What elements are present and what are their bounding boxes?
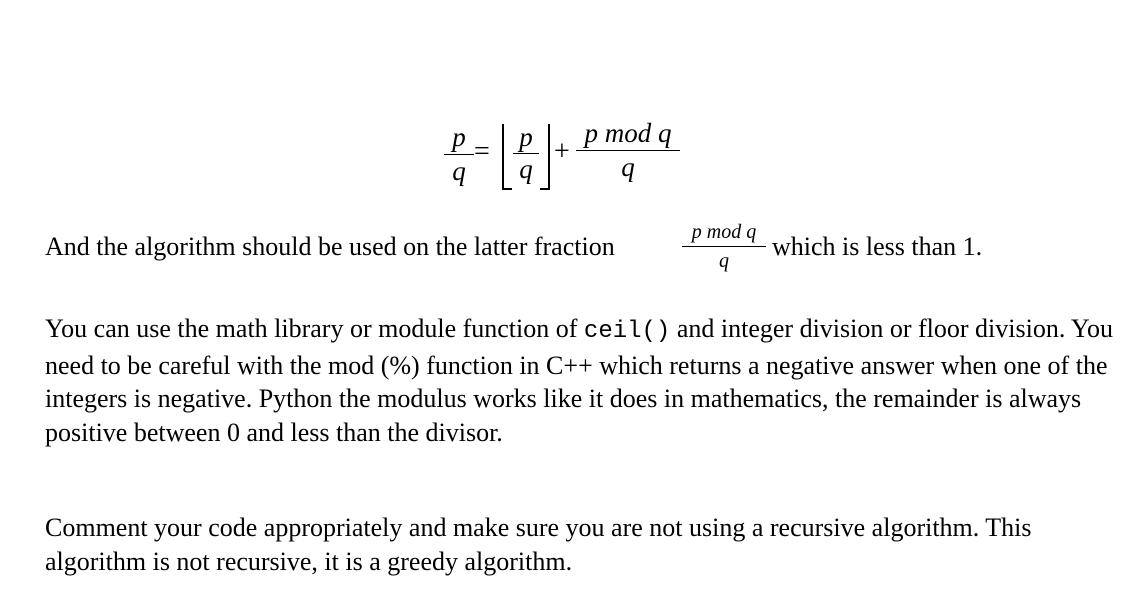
inline-fraction-numerator: p mod q <box>691 221 757 243</box>
inline-fraction-denominator: q <box>719 250 729 272</box>
paragraph-text-before: And the algorithm should be used on the latter fraction <box>45 232 615 261</box>
floor-fraction-numerator: p <box>519 122 533 152</box>
equals-sign: = <box>474 136 490 167</box>
equation-rhs-denominator: q <box>621 152 635 182</box>
code-ceil: ceil() <box>583 318 671 345</box>
equation-lhs-numerator: p <box>452 122 466 152</box>
paragraph-text: and integer division or floor division. You need to be careful with the mod (%) function in C++ which returns a negative answer when one of the integers is negative. Python the modulus works like it does in mathematics, the remainder is always positive between 0 and less than the divisor. <box>45 314 1114 447</box>
paragraph-latter-fraction <box>45 218 1125 282</box>
floor-fraction <box>513 124 539 183</box>
equation-rhs-numerator: p mod q <box>584 118 672 148</box>
paragraph-text: Comment your code appropriately and make sure you are not using a recursive algorithm. This algorithm is not recursive, it is a greedy algorithm. <box>45 513 1032 576</box>
fraction-bar <box>576 150 680 151</box>
paragraph-text: You can use the math library or module function of <box>45 314 578 343</box>
equation-rhs-fraction <box>576 120 680 181</box>
equation-lhs-denominator: q <box>452 156 466 186</box>
floor-fraction-denominator: q <box>519 154 533 184</box>
fraction-bar <box>682 246 766 247</box>
equation-lhs-fraction <box>444 124 474 185</box>
floor-right-bracket <box>540 124 550 190</box>
paragraph-math-library <box>45 312 1120 449</box>
floor-brackets <box>502 120 550 194</box>
fraction-bar <box>444 154 474 155</box>
floor-left-bracket <box>502 124 512 190</box>
inline-fraction <box>682 222 766 271</box>
plus-sign: + <box>554 136 570 167</box>
paragraph-text-after: which is less than 1. <box>772 232 983 261</box>
paragraph-comment-code <box>45 511 1120 578</box>
display-equation <box>0 0 1148 210</box>
